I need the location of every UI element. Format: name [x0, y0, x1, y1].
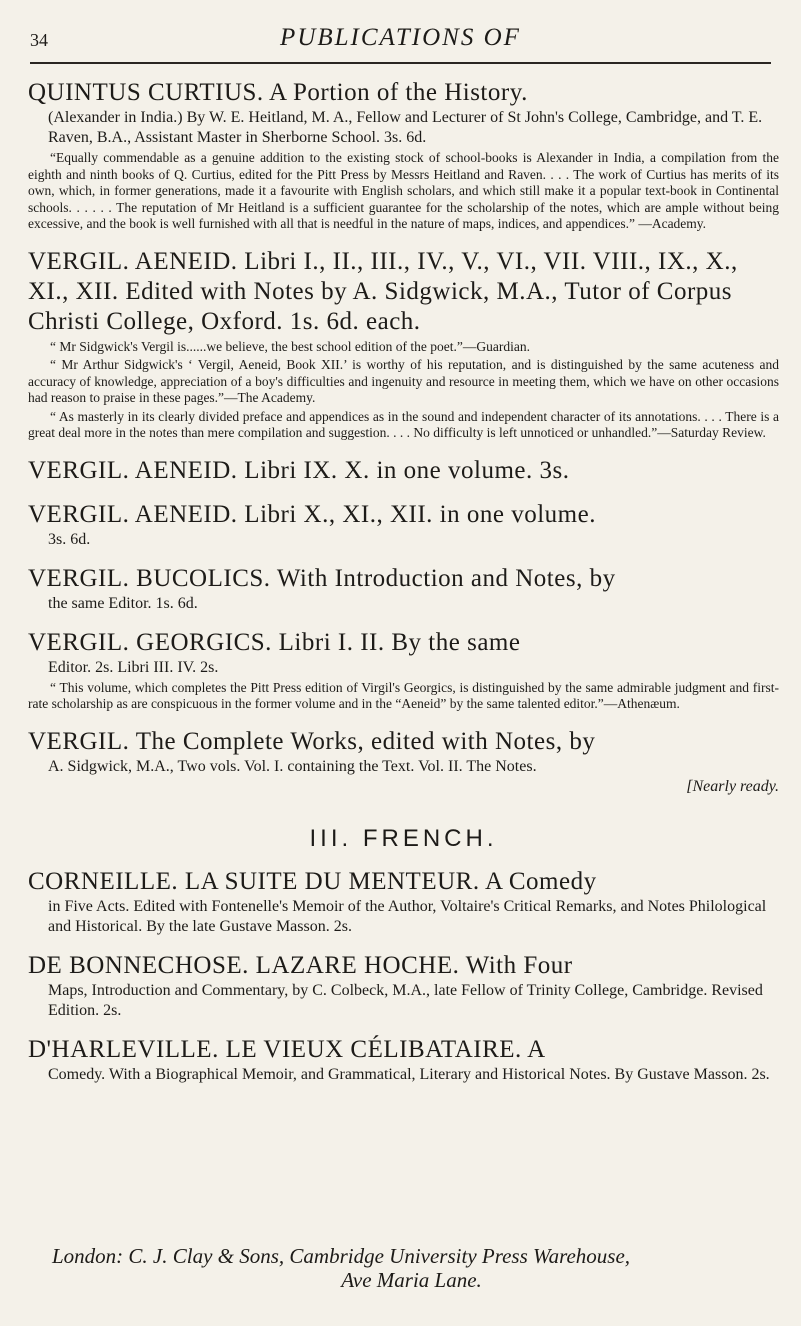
entry-details: (Alexander in India.) By W. E. Heitland, M. A., Fellow and Lecturer of St John's College, Cambridge, and T. E. Raven, B.A., Assistant Master in Sherborne School. 3s. 6d. — [48, 109, 763, 146]
entry-vergil-complete — [28, 727, 779, 797]
entry-vergil-georgics — [28, 628, 779, 713]
review-quote: “ Mr Arthur Sidgwick's ‘ Vergil, Aeneid, Book XII.’ is worthy of his reputation, and is distinguished by the same acuteness and accuracy of knowledge, appreciation of a boy's difficulties and ingenuity and resource in meeting them, which we have on other occasions had reason to praise in these pages.”—The Academy. — [28, 357, 779, 405]
entry-de-bonnechose — [28, 951, 779, 1021]
header-rule — [30, 62, 771, 64]
entry-vergil-aeneid — [28, 247, 779, 442]
entry-vergil-aeneid-x-xii — [28, 500, 779, 550]
status-note: [Nearly ready. — [686, 777, 779, 795]
entry-vergil-bucolics — [28, 564, 779, 614]
entry-heading: D'HARLEVILLE. LE VIEUX CÉLIBATAIRE. A — [28, 1035, 546, 1063]
entry-details: Comedy. With a Biographical Memoir, and Grammatical, Literary and Historical Notes. By Gustave Masson. 2s. — [48, 1065, 770, 1083]
entry-heading: CORNEILLE. LA SUITE DU MENTEUR. A Comedy — [28, 867, 597, 895]
entry-heading: VERGIL. AENEID. Libri I., II., III., IV., V., VI., VII. VIII., IX., X., XI., XII. Edited with Notes by A. Sidgwick, M.A., Tutor of Corpus Christi College, Oxford. 1s. 6d. each. — [28, 247, 738, 335]
entry-heading: VERGIL. AENEID. Libri X., XI., XII. in one volume. — [28, 500, 596, 528]
entry-heading: VERGIL. The Complete Works, edited with Notes, by — [28, 727, 596, 755]
review-quote: “Equally commendable as a genuine addition to the existing stock of school-books is Alexander in India, a compilation from the eighth and ninth books of Q. Curtius, edited for the Pitt Press by Messrs Heitland and Raven. . . . The work of Curtius has merits of its own, which, in former generations, made it a favourite with English scholars, and which still make it a popular text-book in Continental schools. . . . . . The reputation of Mr Heitland is a sufficient guarantee for the scholarship of the notes, which are ample without being excessive, and the book is well furnished with all that is needful in the nature of maps, indices, and appendices.” —Academy. — [28, 150, 779, 231]
entry-heading: VERGIL. AENEID. Libri IX. X. in one volume. 3s. — [28, 456, 570, 484]
publisher-imprint — [52, 1244, 771, 1292]
imprint-line: Ave Maria Lane. — [341, 1268, 482, 1292]
entry-dharleville — [28, 1035, 779, 1085]
entry-vergil-aeneid-ix-x — [28, 456, 779, 486]
running-title: PUBLICATIONS OF — [280, 24, 521, 51]
entry-corneille — [28, 867, 779, 937]
entry-heading: VERGIL. BUCOLICS. With Introduction and Notes, by — [28, 564, 616, 592]
running-head — [30, 24, 771, 58]
imprint-line: London: C. J. Clay & Sons, Cambridge University Press Warehouse, — [52, 1244, 631, 1268]
entry-details: Maps, Introduction and Commentary, by C. Colbeck, M.A., late Fellow of Trinity College, Cambridge. Revised Edition. 2s. — [48, 981, 763, 1019]
review-quote: “ As masterly in its clearly divided preface and appendices as in the sound and independent character of its annotations. . . . There is a great deal more in the notes than mere compilation and suggestion. . . . No difficulty is left unnoticed or unhandled.”—Saturday Review. — [28, 408, 779, 440]
section-heading: III. FRENCH. — [309, 824, 498, 852]
page-number: 34 — [30, 30, 48, 50]
entry-heading: DE BONNECHOSE. LAZARE HOCHE. With Four — [28, 951, 573, 979]
review-quote: “ This volume, which completes the Pitt Press edition of Virgil's Georgics, is distinguished by the same admirable judgment and first-rate scholarship as are conspicuous in the former volume and in the “Aeneid” by the same talented editor.”—Athenæum. — [28, 679, 779, 711]
entry-details: A. Sidgwick, M.A., Two vols. Vol. I. containing the Text. Vol. II. The Notes. — [48, 757, 537, 775]
entry-details: Editor. 2s. Libri III. IV. 2s. — [48, 658, 219, 676]
entry-details: the same Editor. 1s. 6d. — [48, 594, 198, 612]
entry-heading: QUINTUS CURTIUS. A Portion of the History. — [28, 79, 528, 106]
page-content — [28, 78, 779, 1099]
entry-heading: VERGIL. GEORGICS. Libri I. II. By the same — [28, 628, 521, 656]
entry-details: in Five Acts. Edited with Fontenelle's Memoir of the Author, Voltaire's Critical Remarks, and Notes Philological and Historical. By the late Gustave Masson. 2s. — [48, 897, 767, 935]
entry-details: 3s. 6d. — [48, 530, 91, 548]
review-quote: “ Mr Sidgwick's Vergil is......we believe, the best school edition of the poet.”—Guardian. — [50, 338, 530, 354]
entry-quintus-curtius — [28, 78, 779, 233]
